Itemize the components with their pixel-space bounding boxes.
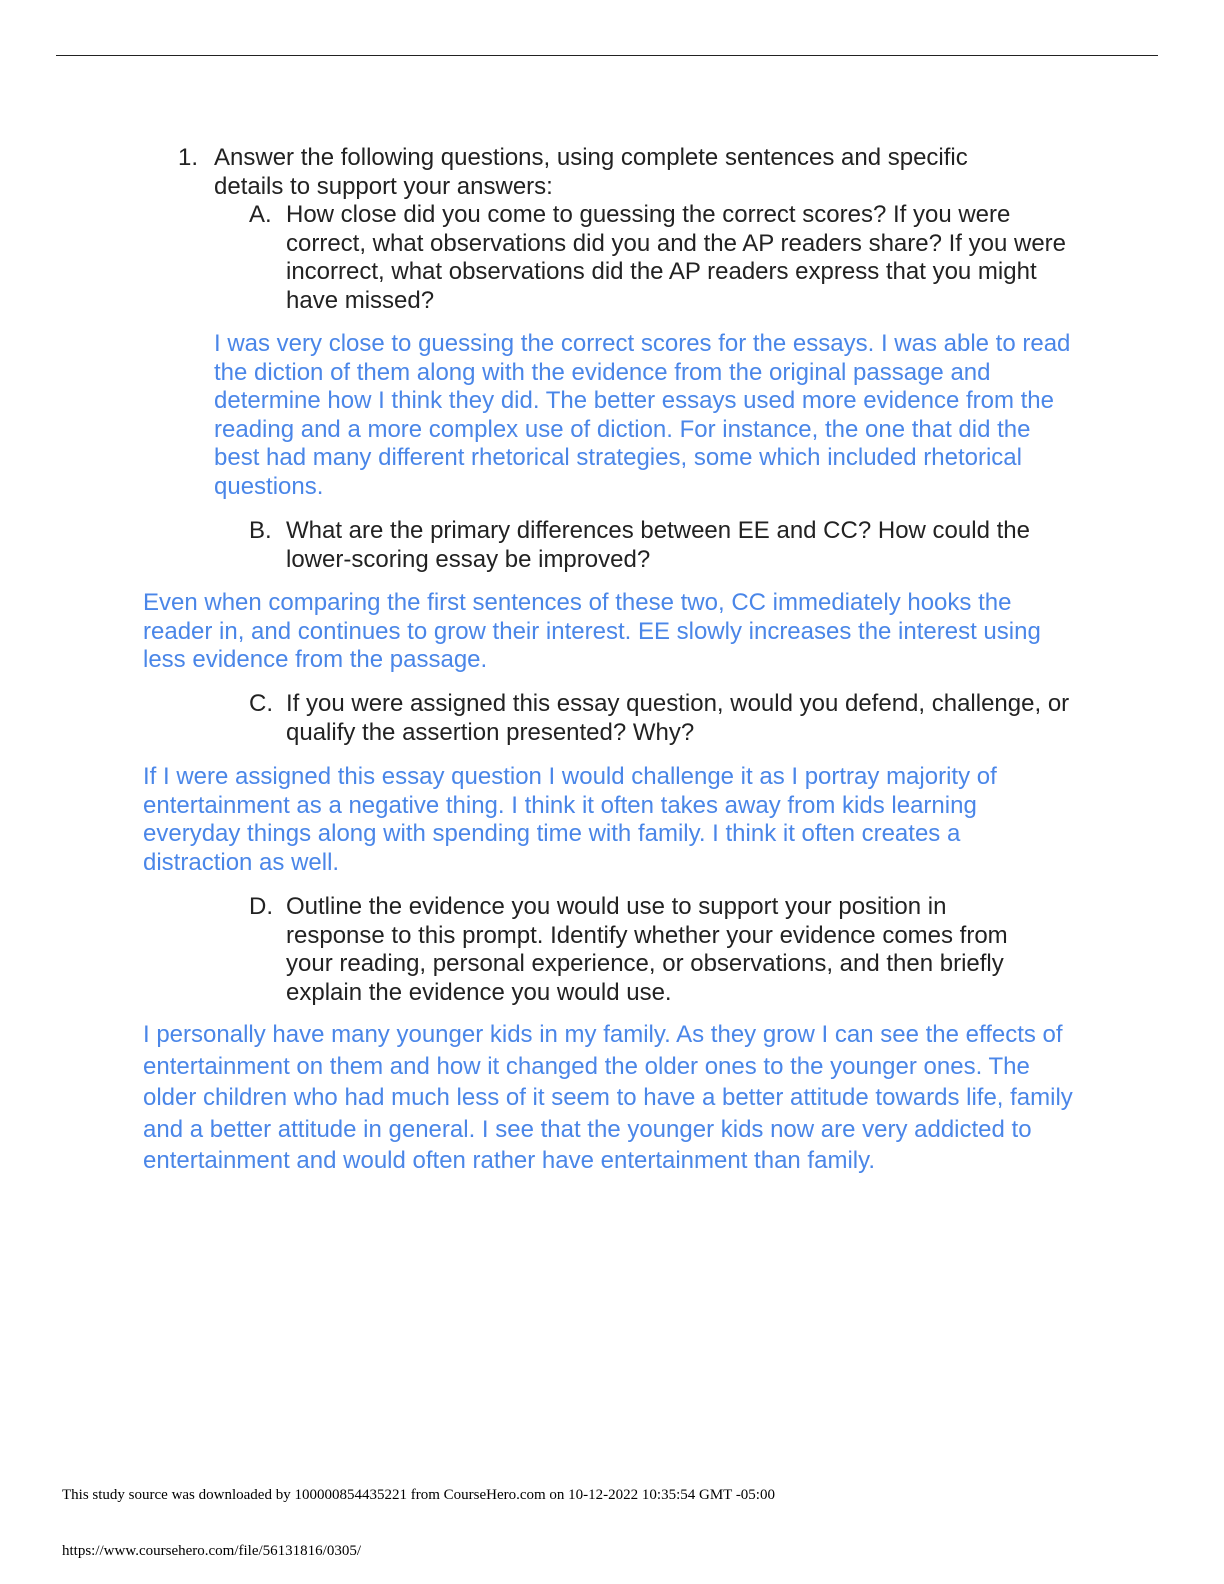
answer-a-text: I was very close to guessing the correct scores for the essays. I was able to read the diction of them along with the evidence from the original passage and determine how I think they did. The better essays used more evidence from the reading and a more complex use of diction. For instance, the one that did the best had many different rhetorical strategies, some which included rhetorical questions. [214,330,1071,500]
sub-question-a-text: How close did you come to guessing the correct scores? If you were correct, what observations did you and the AP readers share? If you were incorrect, what observations did the AP readers express that you might have missed? [286,201,1066,314]
sub-question-c-letter: C. [249,690,273,717]
download-notice: This study source was downloaded by 100000854435221 from CourseHero.com on 10-12-2022 10:35:54 GMT -05:00 [62,1487,775,1503]
source-url: https://www.coursehero.com/file/56131816/0305/ [62,1543,361,1559]
sub-question-b-letter: B. [249,517,272,544]
sub-question-d-letter: D. [249,893,273,920]
header-rule [56,55,1158,56]
sub-question-b-text: What are the primary differences between EE and CC? How could the lower-scoring essay be improved? [286,517,1030,573]
answer-c-text: If I were assigned this essay question I would challenge it as I portray majority of entertainment as a negative thing. I think it often takes away from kids learning everyday things along with spending time with family. I think it often creates a distraction as well. [143,763,997,876]
question-1-text: Answer the following questions, using complete sentences and specific details to support your answers: [214,144,968,200]
sub-question-d-text: Outline the evidence you would use to support your position in response to this prompt. Identify whether your evidence comes from your reading, personal experience, or observations, and then briefly explain the evidence you would use. [286,893,1008,1006]
question-number: 1. [178,144,199,171]
sub-question-a-letter: A. [249,201,272,228]
sub-question-c-text: If you were assigned this essay question, would you defend, challenge, or qualify the assertion presented? Why? [286,690,1070,746]
answer-d-text: I personally have many younger kids in my family. As they grow I can see the effects of entertainment on them and how it changed the older ones to the younger ones. The older children who had much less of it seem to have a better attitude towards life, family and a better attitude in general. I see that the younger kids now are very addicted to entertainment and would often rather have entertainment than family. [143,1021,1073,1175]
answer-b-text: Even when comparing the first sentences of these two, CC immediately hooks the reader in, and continues to grow their interest. EE slowly increases the interest using less evidence from the passage. [143,589,1041,674]
